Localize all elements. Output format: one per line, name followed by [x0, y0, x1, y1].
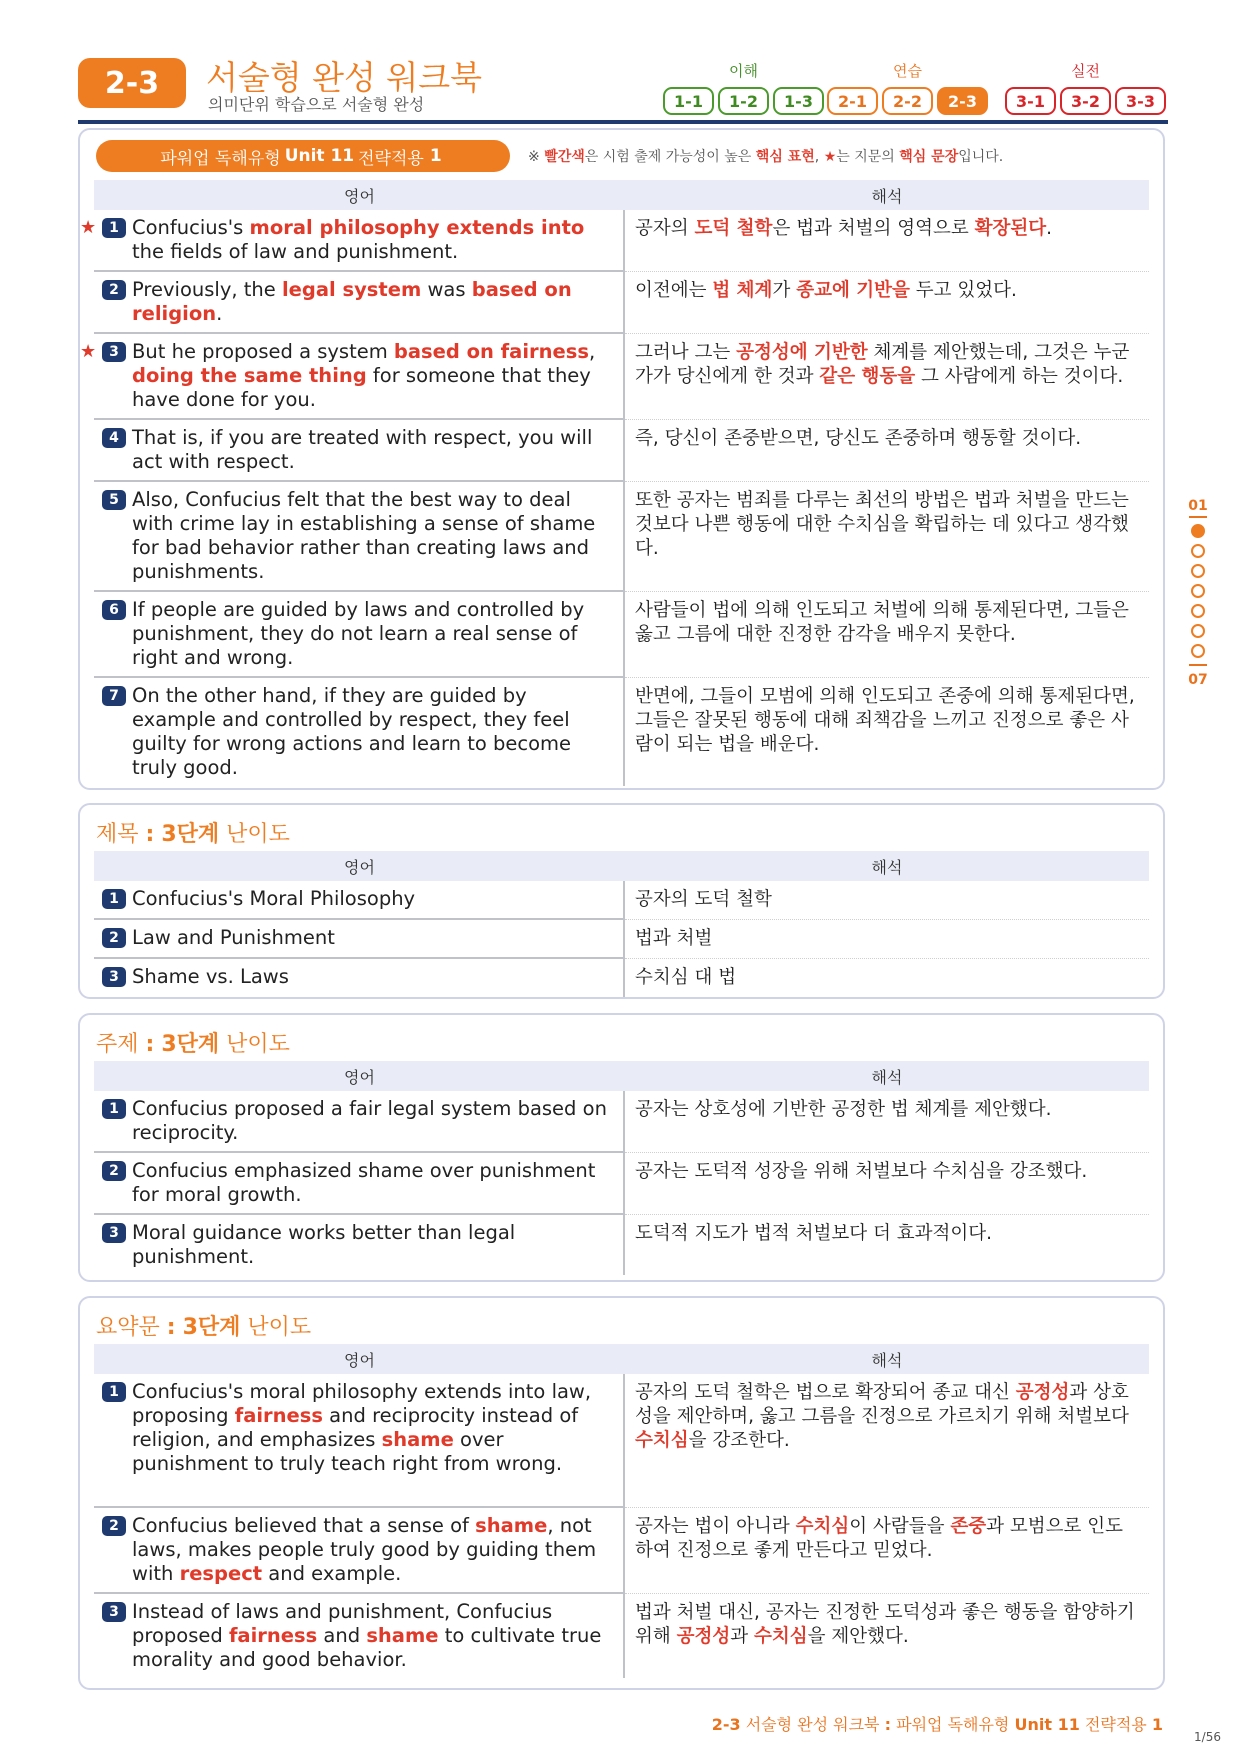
english-cell: 1 Confucius's Moral Philosophy [94, 881, 625, 920]
korean-cell: 반면에, 그들이 모범에 의해 인도되고 존중에 의해 통제된다면, 그들은 잘못된 행동에 대해 죄책감을 느끼고 진정으로 좋은 사람이 되는 법을 배운다. [635, 686, 1135, 755]
korean-cell: 공자의 도덕 철학은 법으로 확장되어 종교 대신 공정성과 상호성을 제안하며, 옳고 그름을 진정으로 가르치기 위해 처벌보다 수치심을 강조한다. [625, 1374, 1149, 1508]
sentence-number-badge: 2 [102, 1161, 126, 1181]
key-expression: 존중 [950, 1516, 987, 1537]
footer-strategy: 전략적용 [1084, 1715, 1147, 1734]
topic-table [94, 1061, 1149, 1275]
progress-dot[interactable] [1191, 544, 1205, 558]
sentence-number-badge: 1 [102, 1382, 126, 1402]
star-icon: ★ [823, 149, 837, 165]
pill-type: 파워업 독해유형 [160, 148, 281, 169]
table-row [94, 1594, 1149, 1678]
section-difficulty: 난이도 [247, 1315, 312, 1340]
note-lead: ※ [528, 149, 540, 165]
sentence-number-badge: 1 [102, 1099, 126, 1119]
english-cell: 1 Confucius's moral philosophy extends into law, proposing fairness and reciprocity instead of religion, and emphasizes shame over punishment to truly teach right from wrong. [94, 1374, 625, 1508]
sentence-number-badge: 3 [102, 342, 126, 362]
side-index-end: 07 [1188, 672, 1208, 688]
english-cell: 6 If people are guided by laws and controlled by punishment, they do not learn a real sense of right and wrong. [94, 592, 625, 678]
sentence-number-badge: 1 [102, 889, 126, 909]
page-header [78, 52, 1168, 122]
header-english: 영어 [344, 1067, 375, 1087]
korean-cell: 공자는 도덕적 성장을 위해 처벌보다 수치심을 강조했다. [625, 1153, 1149, 1215]
english-cell: 2 Confucius believed that a sense of shame, not laws, makes people truly good by guiding them with respect and example. [94, 1508, 625, 1594]
progress-dot[interactable] [1191, 584, 1205, 598]
topic-panel [78, 1013, 1165, 1282]
korean-cell: 즉, 당신이 존중받으면, 당신도 존중하며 행동할 것이다. [625, 420, 1149, 482]
key-expression: 법 체계 [712, 280, 773, 301]
sentence-number-badge: 7 [102, 686, 126, 706]
table-row [94, 1508, 1149, 1594]
stage-label-understand: 이해 [729, 62, 758, 80]
header-english: 영어 [344, 857, 375, 877]
section-level: 3단계 [182, 1315, 241, 1340]
progress-dot[interactable] [1191, 604, 1205, 618]
table-row [94, 1153, 1149, 1215]
header-korean: 해석 [871, 857, 903, 877]
sentence-number-badge: 1 [102, 218, 126, 238]
section-colon: : [145, 1032, 155, 1057]
page-number: 1/56 [1194, 1730, 1221, 1744]
table-row [94, 920, 1149, 959]
summary-rows [94, 1374, 1149, 1678]
note-text-3: 입니다. [958, 149, 1004, 165]
sentence-number-badge: 2 [102, 280, 126, 300]
key-expression: legal system [281, 278, 422, 301]
section-label: 제목 [96, 822, 139, 847]
note-text-1: 은 시험 출제 가능성이 높은 [584, 149, 752, 165]
page-footer [712, 1712, 1163, 1735]
korean-cell: 공자의 도덕 철학 [625, 881, 1149, 920]
key-expression: 공정성에 기반한 [736, 342, 868, 363]
footer-num: 1 [1151, 1715, 1163, 1734]
side-index-line [1189, 664, 1207, 666]
key-expression: 종교에 기반을 [796, 280, 910, 301]
stage-label-practice: 연습 [893, 62, 922, 80]
section-title [96, 817, 290, 848]
korean-cell: 이전에는 법 체계가 종교에 기반을 두고 있었다. [625, 272, 1149, 334]
progress-dot[interactable] [1191, 624, 1205, 638]
english-cell: 5 Also, Confucius felt that the best way to deal with crime lay in establishing a sense of shame for bad behavior rather than creating laws and punishments. [94, 482, 625, 592]
pill-num: 1 [429, 146, 442, 166]
stage-button-1-1[interactable]: 1-1 [663, 87, 714, 115]
section-level: 3단계 [161, 1032, 220, 1057]
key-expression: based on fairness [393, 340, 589, 363]
stage-button-3-1[interactable]: 3-1 [1005, 87, 1056, 115]
section-title [96, 1027, 290, 1058]
pill-unit: Unit 11 [284, 146, 355, 166]
sentence-number-badge: 3 [102, 967, 126, 987]
section-difficulty: 난이도 [226, 822, 290, 847]
sentence-number-badge: 2 [102, 928, 126, 948]
key-expression: respect [179, 1562, 263, 1585]
sentence-number-badge: 2 [102, 1516, 126, 1536]
passage-table [80, 180, 1149, 786]
key-expression: fairness [228, 1624, 318, 1647]
section-difficulty: 난이도 [226, 1032, 290, 1057]
footer-title: 서술형 완성 워크북 [745, 1715, 880, 1734]
stage-group-practice [827, 60, 988, 115]
key-expression: 공정성 [1015, 1382, 1070, 1403]
note-key-sentence: 핵심 문장 [899, 149, 959, 165]
table-row [94, 1215, 1149, 1275]
stage-button-2-1[interactable]: 2-1 [827, 87, 878, 115]
section-colon: : [166, 1315, 176, 1340]
section-label: 요약문 [96, 1315, 160, 1340]
stage-group-real [1005, 60, 1166, 115]
footer-unit: 2-3 [711, 1715, 741, 1734]
side-index-line [1189, 516, 1207, 518]
header-korean: 해석 [871, 1350, 903, 1370]
key-sentence-star-icon: ★ [80, 341, 97, 362]
header-korean: 해석 [871, 1067, 903, 1087]
key-expression: moral philosophy extends into [249, 216, 585, 239]
stage-button-3-3[interactable]: 3-3 [1115, 87, 1166, 115]
page-subtitle: 의미단위 학습으로 서술형 완성 [208, 95, 425, 114]
korean-cell: 공자는 법이 아니라 수치심이 사람들을 존중과 모범으로 인도하여 진정으로 좋게 만든다고 믿었다. [625, 1508, 1149, 1594]
korean-cell: 도덕적 지도가 법적 처벌보다 더 효과적이다. [635, 1223, 992, 1244]
key-expression: 수치심 [635, 1430, 689, 1451]
side-progress-index [1185, 498, 1211, 688]
footer-colon: : [884, 1715, 892, 1734]
header-divider [78, 120, 1168, 124]
side-index-start: 01 [1188, 498, 1208, 514]
legend-note [528, 146, 1003, 166]
sentence-number-badge: 5 [102, 490, 126, 510]
table-row [94, 592, 1149, 678]
table-row [80, 210, 1149, 272]
title-table [94, 851, 1149, 997]
progress-dot-current[interactable] [1191, 524, 1205, 538]
key-expression: based on religion [132, 278, 572, 325]
table-row [94, 482, 1149, 592]
table-header [94, 1061, 1149, 1091]
korean-cell: 법과 처벌 대신, 공자는 진정한 도덕성과 좋은 행동을 함양하기 위해 공정성과 수치심을 제안했다. [635, 1602, 1135, 1647]
stage-button-1-3[interactable]: 1-3 [773, 87, 824, 115]
korean-cell: 사람들이 법에 의해 인도되고 처벌에 의해 통제된다면, 그들은 옳고 그름에 대한 진정한 감각을 배우지 못한다. [625, 592, 1149, 678]
note-comma: , [814, 149, 820, 165]
key-expression: doing the same thing [132, 364, 367, 387]
sentence-number-badge: 3 [102, 1602, 126, 1622]
key-expression: shame [475, 1514, 548, 1537]
english-cell: 3 Shame vs. Laws [94, 959, 625, 997]
stage-button-1-2[interactable]: 1-2 [718, 87, 769, 115]
table-header [94, 851, 1149, 881]
section-label: 주제 [96, 1032, 139, 1057]
summary-table [94, 1344, 1149, 1678]
korean-cell: 공자는 상호성에 기반한 공정한 법 체계를 제안했다. [625, 1091, 1149, 1153]
title-rows [94, 881, 1149, 997]
english-cell: 1 ★ Confucius's moral philosophy extends into the fields of law and punishment. [94, 210, 625, 272]
sentence-number-badge: 4 [102, 428, 126, 448]
footer-unit-label: Unit 11 [1014, 1715, 1080, 1734]
key-expression: shame [366, 1624, 439, 1647]
english-cell: 3 Instead of laws and punishment, Confucius proposed fairness and shame to cultivate true morality and good behavior. [94, 1594, 625, 1678]
key-sentence-star-icon: ★ [80, 217, 97, 238]
key-expression: fairness [234, 1404, 323, 1427]
stage-group-understand [663, 60, 824, 115]
table-row [94, 959, 1149, 997]
side-index-dots [1185, 524, 1211, 658]
stage-button-2-3[interactable]: 2-3 [937, 87, 988, 115]
footer-type: 파워업 독해유형 [896, 1715, 1010, 1734]
pill-strategy: 전략적용 [358, 148, 424, 169]
table-row [94, 420, 1149, 482]
english-cell: 3 ★ But he proposed a system based on fairness, doing the same thing for someone that they have done for you. [94, 334, 625, 420]
stage-label-real: 실전 [1071, 62, 1100, 80]
key-expression: 수치심 [795, 1516, 850, 1537]
note-key-expression: 핵심 표현 [755, 149, 815, 165]
table-row [94, 881, 1149, 920]
english-cell: 4 That is, if you are treated with respect, you will act with respect. [94, 420, 625, 482]
unit-pill [96, 140, 510, 172]
table-header [94, 180, 1149, 210]
english-cell: 7 On the other hand, if they are guided by example and controlled by respect, they feel guilty for wrong actions and learn to become truly good. [94, 678, 625, 786]
header-korean: 해석 [871, 186, 903, 206]
table-header [94, 1344, 1149, 1374]
sentence-number-badge: 3 [102, 1223, 126, 1243]
table-row [94, 1091, 1149, 1153]
sentence-number-badge: 6 [102, 600, 126, 620]
table-row [94, 1374, 1149, 1508]
stage-button-3-2[interactable]: 3-2 [1060, 87, 1111, 115]
key-expression: 도덕 철학 [694, 218, 773, 239]
passage-panel [78, 128, 1165, 790]
english-cell: 3 Moral guidance works better than legal punishment. [94, 1215, 625, 1275]
korean-cell: 그러나 그는 공정성에 기반한 체계를 제안했는데, 그것은 누군가가 당신에게 한 것과 같은 행동을 그 사람에게 하는 것이다. [625, 334, 1149, 420]
english-cell: 2 Law and Punishment [94, 920, 625, 959]
stage-button-2-2[interactable]: 2-2 [882, 87, 933, 115]
passage-rows [80, 210, 1149, 786]
key-expression: 같은 행동을 [819, 366, 916, 387]
korean-cell: 공자의 도덕 철학은 법과 처벌의 영역으로 확장된다. [625, 210, 1149, 272]
progress-dot[interactable] [1191, 644, 1205, 658]
unit-badge: 2-3 [78, 58, 186, 108]
header-english: 영어 [344, 186, 375, 206]
title-panel [78, 803, 1165, 999]
korean-cell: 법과 처벌 [625, 920, 1149, 959]
key-expression: 수치심 [754, 1626, 808, 1647]
note-text-2: 는 지문의 [836, 149, 895, 165]
english-cell: 2 Confucius emphasized shame over punishment for moral growth. [94, 1153, 625, 1215]
page-title: 서술형 완성 워크북 [206, 58, 483, 97]
key-expression: shame [381, 1428, 454, 1451]
section-level: 3단계 [161, 822, 220, 847]
note-red-word: 빨간색 [544, 149, 585, 165]
korean-cell: 또한 공자는 범죄를 다루는 최선의 방법은 법과 처벌을 만드는 것보다 나쁜 행동에 대한 수치심을 확립하는 데 있다고 생각했다. [625, 482, 1149, 592]
header-english: 영어 [344, 1350, 375, 1370]
english-cell: 1 Confucius proposed a fair legal system based on reciprocity. [94, 1091, 625, 1153]
section-title [96, 1310, 311, 1341]
progress-dot[interactable] [1191, 564, 1205, 578]
english-cell: 2 Previously, the legal system was based on religion. [94, 272, 625, 334]
table-row [80, 334, 1149, 420]
key-expression: 확장된다 [974, 218, 1047, 239]
summary-panel [78, 1296, 1165, 1690]
table-row [94, 678, 1149, 786]
section-colon: : [145, 822, 155, 847]
korean-cell: 수치심 대 법 [635, 967, 737, 988]
table-row [94, 272, 1149, 334]
topic-rows [94, 1091, 1149, 1275]
key-expression: 공정성 [676, 1626, 731, 1647]
